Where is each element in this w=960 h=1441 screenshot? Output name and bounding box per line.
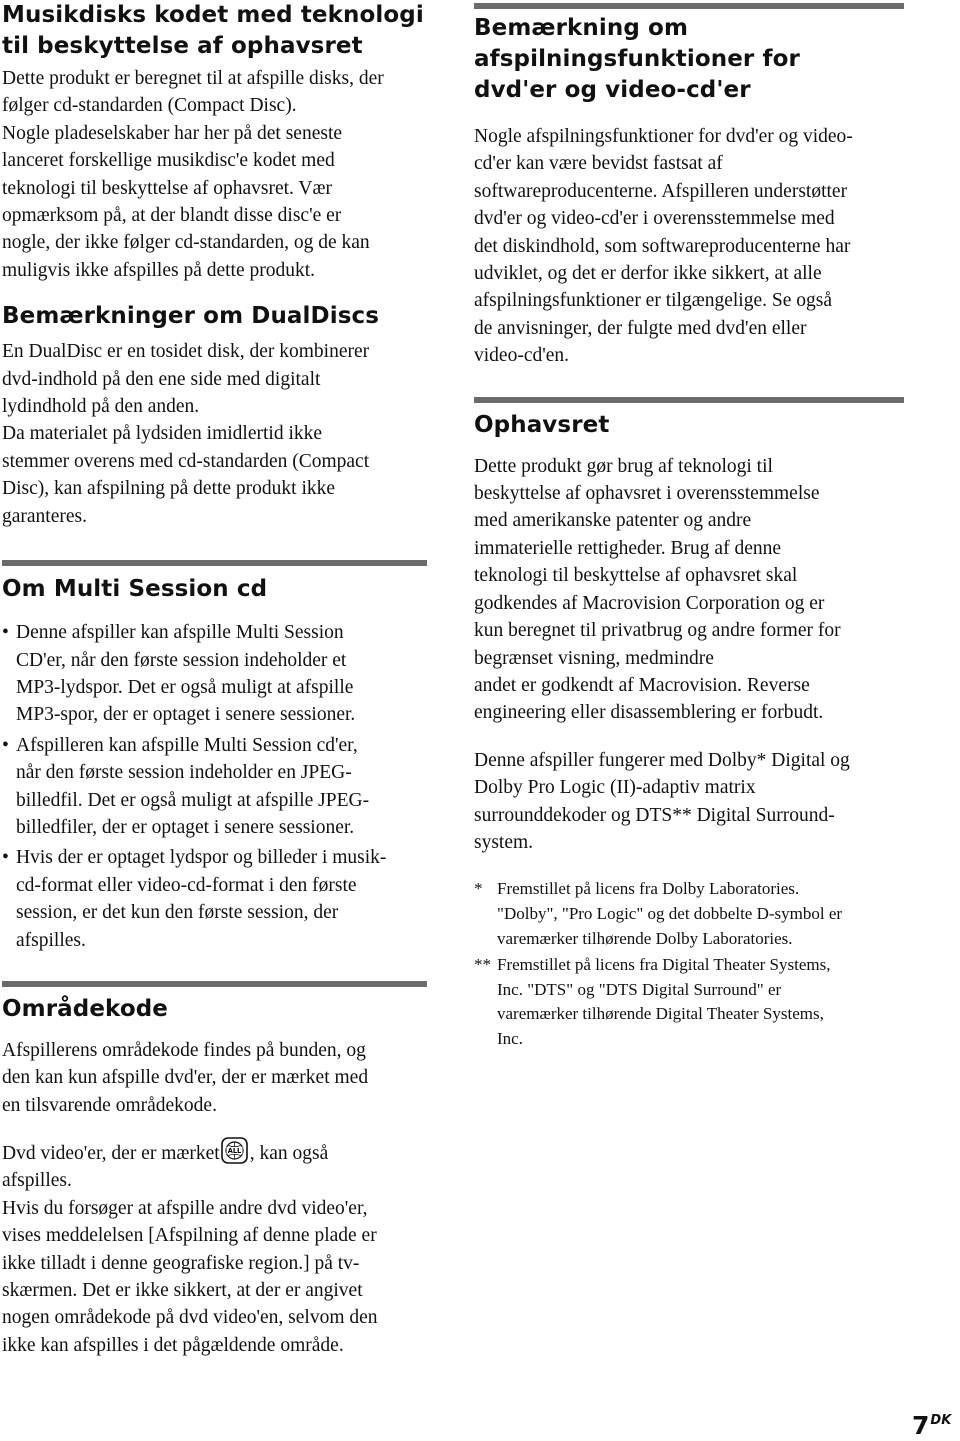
section-copy-protected-music-discs [2, 0, 427, 284]
left-column [2, 0, 427, 1119]
footnotes [474, 877, 904, 1051]
section-heading: Bemærkning om afspilningsfunktioner for dvd'er og video-cd'er [474, 15, 800, 103]
footnote: ** Fremstillet på licens fra Digital Theater Systems, Inc. "DTS" og "DTS Digital Surround" er varemærker tilhørende Digital Theater Systems, Inc. [474, 953, 904, 1051]
section-heading: Bemærkninger om DualDiscs [2, 303, 380, 330]
section-heading: Ophavsret [474, 411, 610, 438]
paragraph: Nogle afspilningsfunktioner for dvd'er og video- cd'er kan være bevidst fastsat af softwareproducenterne. Afspilleren understøtter dvd'er og video-cd'er i overensstemmelse med det diskindhold, som softwareproducenterne har udviklet, og det er derfor ikke sikkert, at alle afspilningsfunktioner er tilgængelige. Se også de anvisninger, der fulgte med dvd'en eller video-cd'en. [474, 126, 853, 367]
bullet-list [2, 619, 427, 954]
list-item: • Afspilleren kan afspille Multi Session cd'er, når den første session indeholder en JPEG- billedfil. Det er også muligt at afspille JPEG- billedfiler, der er optaget i senere sessioner. [2, 732, 427, 842]
section-heading: Musikdisks kodet med teknologi til beskyttelse af ophavsret [2, 2, 424, 59]
list-item: • Hvis der er optaget lydspor og billeder i musik- cd-format eller video-cd-format i den første session, er det kun den første session, der afspilles. [2, 844, 427, 954]
section-multi-session [2, 560, 427, 954]
section-heading: Om Multi Session cd [2, 576, 268, 603]
paragraph: Denne afspiller fungerer med Dolby* Digital og Dolby Pro Logic (II)-adaptiv matrix surrounddekoder og DTS** Digital Surround- system. [474, 749, 850, 853]
paragraph: Dette produkt er beregnet til at afspille disks, der følger cd-standarden (Compact Disc). Nogle pladeselskaber har her på det seneste lanceret forskellige musikdisc'e kodet med teknologi til beskyttelse af ophavsret. Vær opmærksom på, at der blandt disse disc'e er nogle, der ikke følger cd-standarden, og de kan muligvis ikke afspilles på dette produkt. [2, 68, 384, 281]
section-rule [474, 397, 904, 403]
footnote: * Fremstillet på licens fra Dolby Laboratories. "Dolby", "Pro Logic" og det dobbelte D-symbol er varemærker tilhørende Dolby Laboratories. [474, 877, 904, 951]
section-region-code [2, 981, 427, 1119]
paragraph: En DualDisc er en tosidet disk, der kombinerer dvd-indhold på den ene side med digitalt lydindhold på den anden. Da materialet på lydsiden imidlertid ikke stemmer overens med cd-standarden (Compact Disc), kan afspilning på dette produkt ikke garanteres. [2, 341, 370, 527]
section-rule [474, 3, 904, 9]
section-copyright [474, 397, 904, 1052]
footnote-mark: ** [474, 955, 491, 975]
right-column [474, 0, 904, 1052]
section-heading: Områdekode [2, 995, 168, 1022]
region-code-continuation [2, 1137, 432, 1359]
paragraph: Dette produkt gør brug af teknologi til beskyttelse af ophavsret i overensstemmelse med amerikanske patenter og andre immaterielle rettigheder. Brug af denne teknologi til beskyttelse af ophavsret skal godkendes af Macrovision Corporation og er kun beregnet til privatbrug og andre former for begrænset visning, medmindre andet er godkendt af Macrovision. Reverse engineering eller disassemblering er forbudt. [474, 455, 841, 724]
region-all-icon [221, 1137, 248, 1164]
list-item: • Denne afspiller kan afspille Multi Session CD'er, når den første session indeholder et MP3-lydspor. Det er også muligt at afspille MP3-spor, der er optaget i senere sessioner. [2, 619, 427, 729]
section-playback-functions [474, 3, 904, 370]
paragraph: Afspillerens områdekode findes på bunden, og den kan kun afspille dvd'er, der er mærket med en tilsvarende områdekode. [2, 1039, 369, 1116]
section-rule [2, 560, 427, 566]
language-code: DK [930, 1413, 952, 1428]
section-rule [2, 981, 427, 987]
paragraph: Dvd video'er, der er mærket ALL , kan også afspilles. Hvis du forsøger at afspille andre dvd video'er, vises meddelelsen [Afspilning af denne plade er ikke tilladt i denne geografiske region.] på tv- skærmen. Det er ikke sikkert, at der er angivet nogen områdekode på dvd video'en, selvom den ikke kan afspilles i det pågældende område. [2, 1137, 432, 1359]
section-dualdiscs [2, 301, 427, 530]
svg-text:ALL: ALL [227, 1147, 241, 1155]
footnote-mark: * [474, 879, 483, 899]
page-number: $7^{DK}$ [912, 1411, 952, 1440]
